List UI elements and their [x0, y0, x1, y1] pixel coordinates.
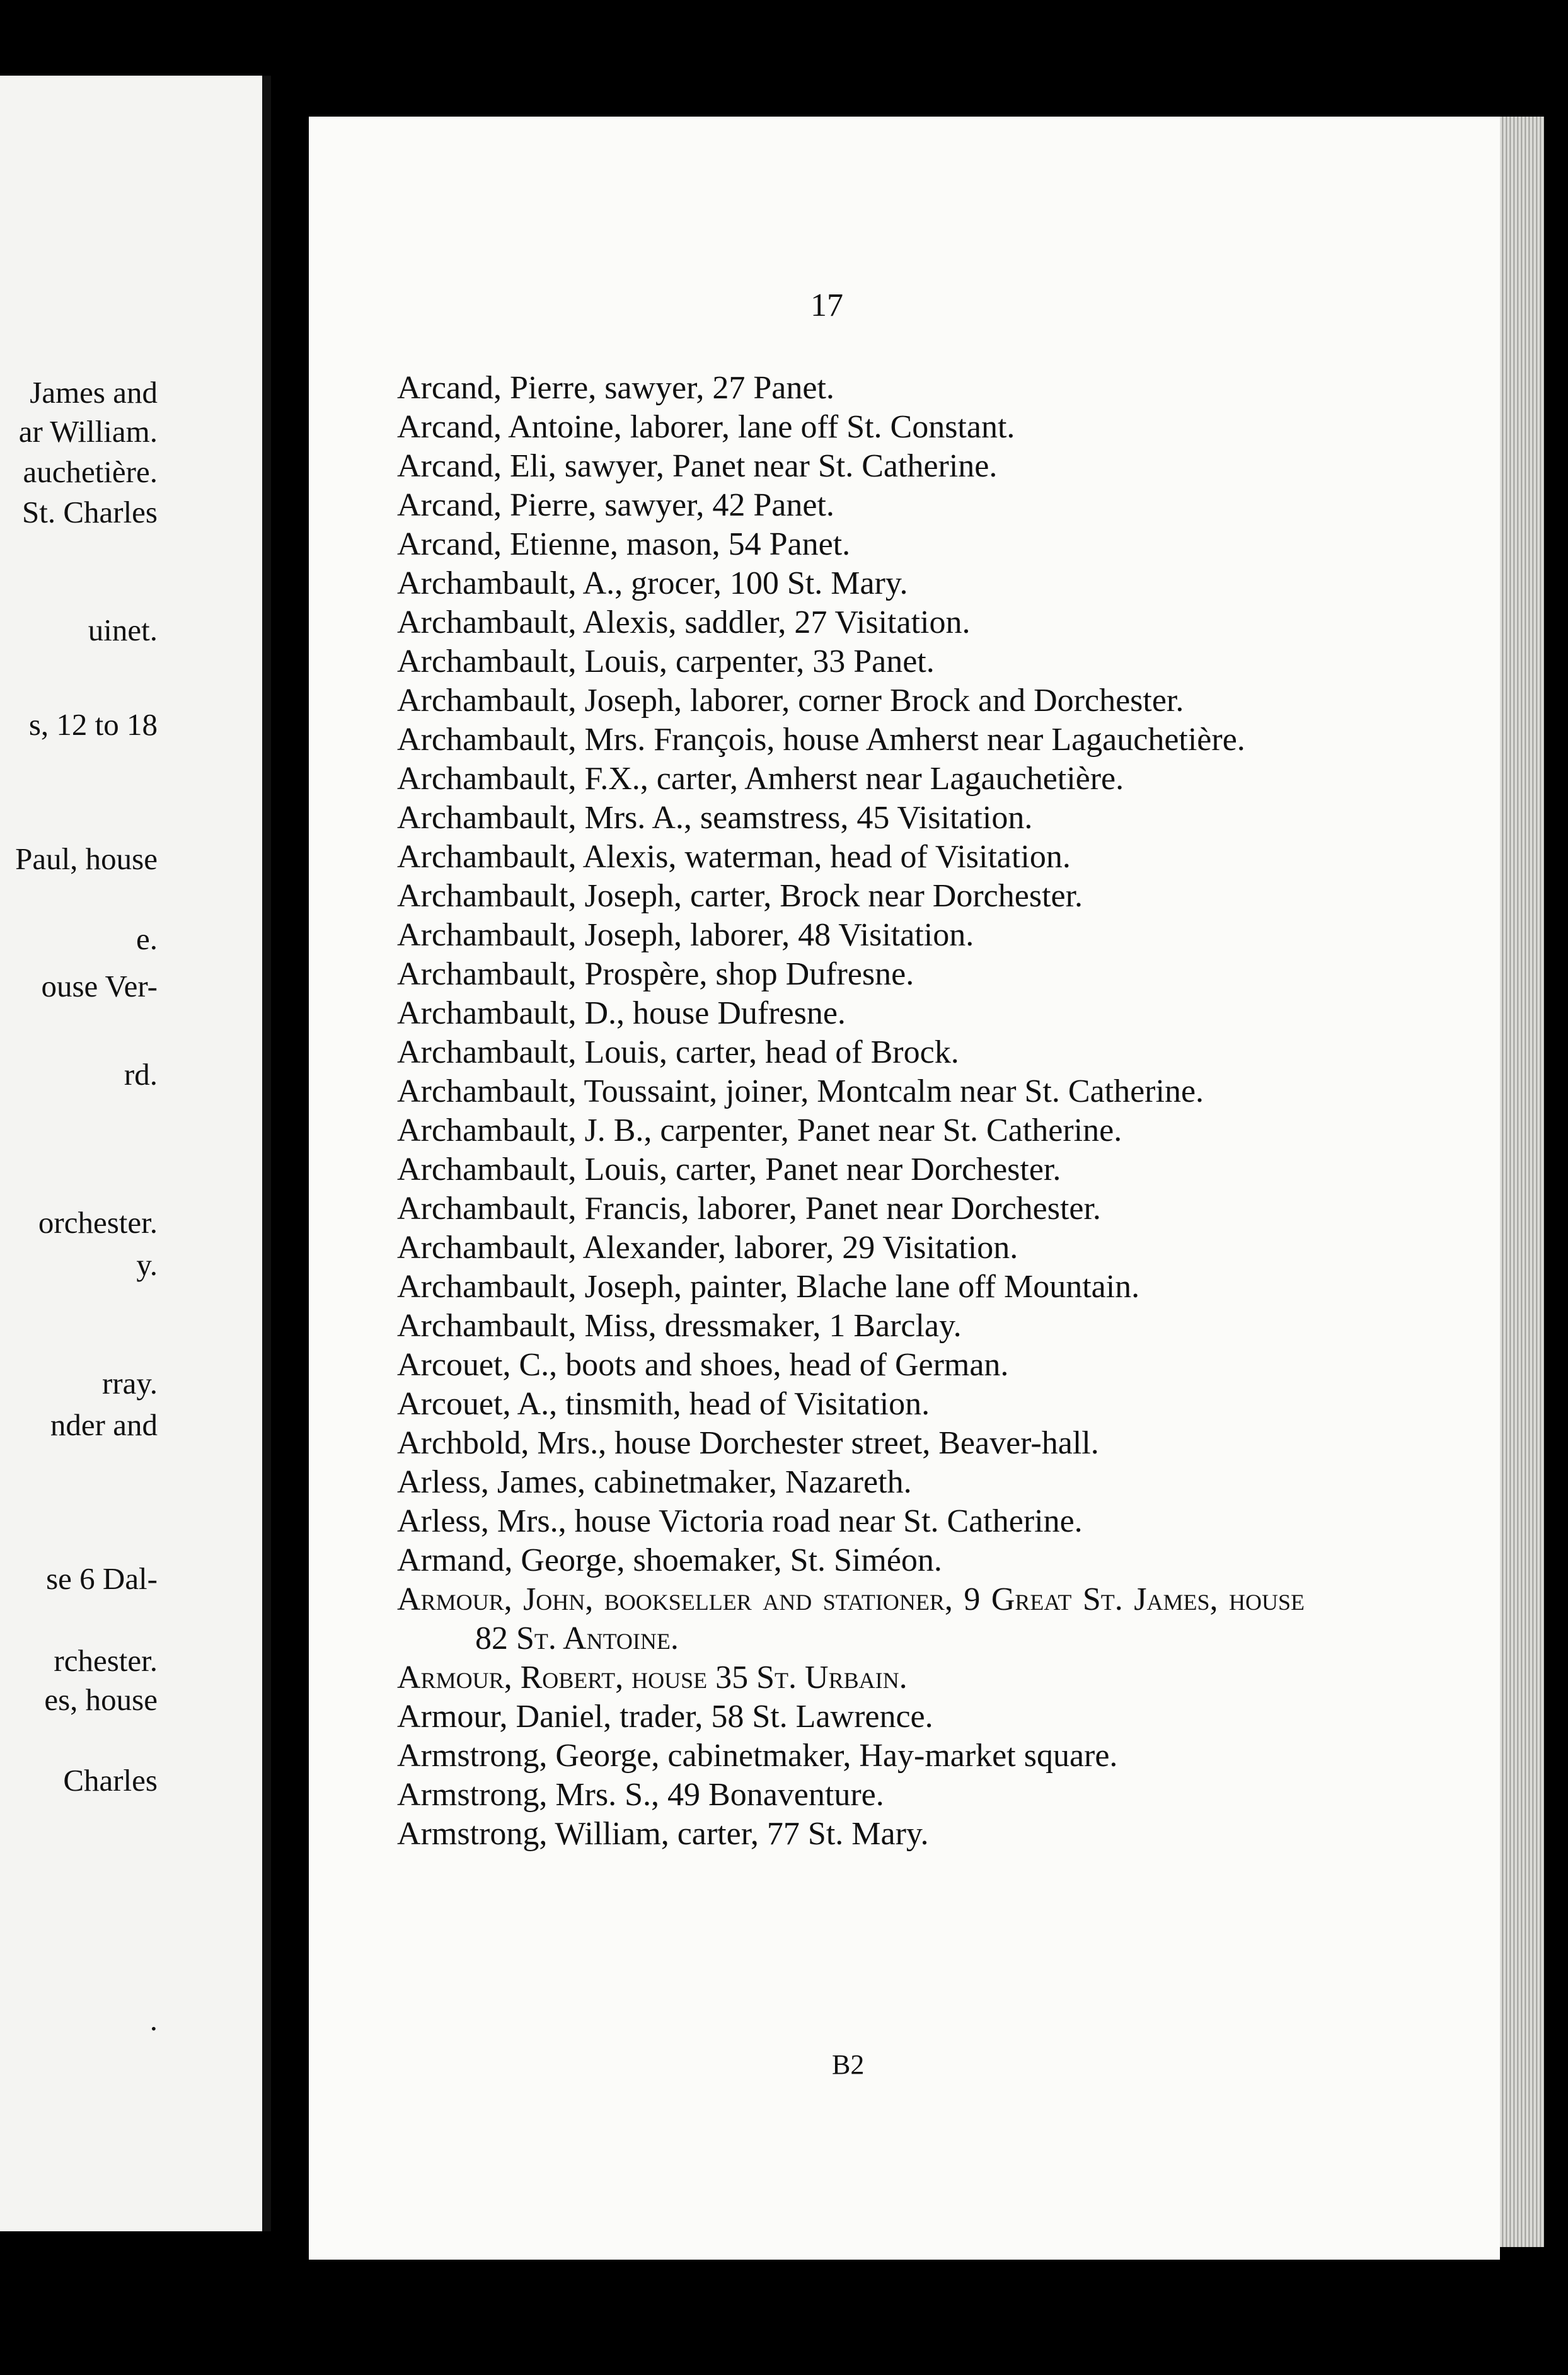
left-fragment-line: James and [30, 375, 158, 410]
directory-entry: Armstrong, George, cabinetmaker, Hay-market square. [397, 1738, 1118, 1774]
left-fragment-line: y. [136, 1247, 158, 1282]
directory-entry: Archambault, A., grocer, 100 St. Mary. [397, 565, 908, 601]
left-fragment-line: s, 12 to 18 [28, 707, 158, 742]
left-fragment-line: orchester. [38, 1205, 158, 1240]
directory-entry: Archambault, Joseph, laborer, corner Brock and Dorchester. [397, 683, 1184, 719]
gutter-shadow [262, 76, 271, 2231]
left-fragment-line: ar William. [18, 414, 158, 449]
left-fragment-line: rchester. [54, 1643, 158, 1678]
left-page-fragment [0, 76, 271, 2231]
left-fragment-line: se 6 Dal- [46, 1561, 158, 1596]
directory-entry: Archambault, D., house Dufresne. [397, 995, 846, 1031]
directory-entry: Archambault, Alexis, saddler, 27 Visitation. [397, 604, 971, 640]
left-fragment-line: Charles [63, 1763, 158, 1798]
directory-entry: Archambault, Joseph, painter, Blache lane off Mountain. [397, 1269, 1140, 1305]
directory-entry: Armour, Robert, house 35 St. Urbain. [397, 1660, 908, 1696]
page-number: 17 [810, 287, 843, 323]
left-fragment-line: e. [136, 922, 158, 956]
left-fragment-line: . [149, 2002, 158, 2037]
directory-entry: Archambault, Louis, carter, Panet near Dorchester. [397, 1152, 1061, 1188]
left-fragment-line: auchetière. [23, 454, 158, 489]
left-fragment-line: St. Charles [21, 495, 158, 529]
directory-entry: Armstrong, Mrs. S., 49 Bonaventure. [397, 1777, 884, 1813]
left-fragment-line: rd. [124, 1057, 158, 1092]
directory-entry: Archambault, Louis, carpenter, 33 Panet. [397, 644, 935, 679]
directory-entry: Archambault, Mrs. A., seamstress, 45 Visitation. [397, 800, 1033, 836]
directory-entry: Archambault, Joseph, laborer, 48 Visitation. [397, 917, 974, 953]
directory-entry: Arcouet, C., boots and shoes, head of German. [397, 1347, 1009, 1383]
directory-entry: Archambault, Joseph, carter, Brock near Dorchester. [397, 878, 1083, 914]
left-fragment-line: nder and [50, 1407, 158, 1442]
left-fragment-line: uinet. [88, 613, 158, 647]
directory-entry: Arcand, Antoine, laborer, lane off St. Constant. [397, 409, 1015, 445]
directory-entry: Arless, Mrs., house Victoria road near St. Catherine. [397, 1503, 1083, 1539]
directory-entry: Arcand, Eli, sawyer, Panet near St. Catherine. [397, 448, 998, 484]
directory-entry: Arless, James, cabinetmaker, Nazareth. [397, 1464, 912, 1500]
directory-entry: Archambault, Francis, laborer, Panet near Dorchester. [397, 1191, 1101, 1227]
directory-entry: Archambault, Toussaint, joiner, Montcalm near St. Catherine. [397, 1073, 1204, 1109]
left-fragment-line: Paul, house [15, 841, 158, 876]
left-fragment-line: ouse Ver- [41, 969, 158, 1003]
directory-entry: Archambault, Prospère, shop Dufresne. [397, 956, 914, 992]
directory-entry: Archambault, F.X., carter, Amherst near Lagauchetière. [397, 761, 1124, 797]
left-fragment-line: es, house [44, 1682, 158, 1717]
page-edge [1500, 117, 1544, 2247]
directory-entry: Archambault, Alexis, waterman, head of Visitation. [397, 839, 1071, 875]
directory-entry: Archambault, Louis, carter, head of Brock. [397, 1034, 959, 1070]
directory-entry: Arcand, Etienne, mason, 54 Panet. [397, 526, 851, 562]
directory-entry: Archambault, Miss, dressmaker, 1 Barclay. [397, 1308, 962, 1344]
left-fragment-line: rray. [102, 1366, 158, 1401]
directory-entry: Archambault, Mrs. François, house Amherst near Lagauchetière. [397, 722, 1245, 758]
directory-entry: Archambault, J. B., carpenter, Panet near St. Catherine. [397, 1112, 1122, 1148]
directory-entry: Armour, Daniel, trader, 58 St. Lawrence. [397, 1699, 933, 1735]
directory-entry: Arcouet, A., tinsmith, head of Visitation. [397, 1386, 930, 1422]
signature-mark: B2 [832, 2049, 865, 2080]
directory-entry: Archbold, Mrs., house Dorchester street, Beaver-hall. [397, 1425, 1099, 1461]
directory-entry: Archambault, Alexander, laborer, 29 Visitation. [397, 1230, 1018, 1266]
directory-entry: Armstrong, William, carter, 77 St. Mary. [397, 1816, 929, 1852]
directory-entry: Armand, George, shoemaker, St. Siméon. [397, 1542, 942, 1578]
directory-entry: Armour, John, bookseller and stationer, 9 Great St. James, house 82 St. Antoine. [397, 1581, 1305, 1656]
directory-entry: Arcand, Pierre, sawyer, 27 Panet. [397, 370, 834, 406]
right-page [309, 117, 1500, 2260]
directory-entries [397, 369, 1305, 1854]
directory-entry: Arcand, Pierre, sawyer, 42 Panet. [397, 487, 834, 523]
